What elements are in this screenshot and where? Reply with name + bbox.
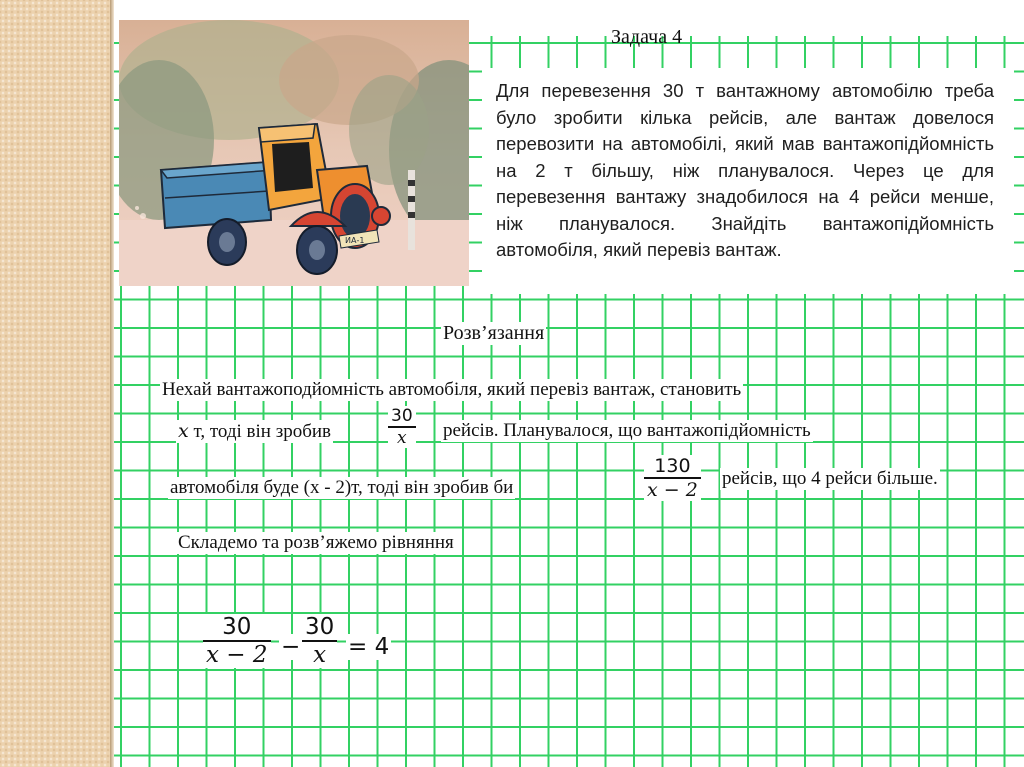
equation-right-fraction xyxy=(302,614,337,668)
solution-line-4: Складемо та розв’яжемо рівняння xyxy=(178,532,454,553)
truck-illustration xyxy=(119,20,469,286)
fraction-30-over-x xyxy=(388,406,416,448)
fraction-denominator: x − 2 xyxy=(647,479,698,501)
fraction-130-over-x-minus-2 xyxy=(644,455,701,501)
task-title: Задача 4 xyxy=(611,26,683,48)
equation-minus: − xyxy=(281,634,301,660)
truck-plate: ИА-1 xyxy=(345,236,365,245)
fraction-denominator: x xyxy=(313,642,327,668)
solution-line-2-start xyxy=(176,420,333,443)
problem-statement: Для перевезення 30 т вантажному автомобілю треба було зробити кілька рейсів, але вантаж довелося перевозити на автомобілі, який мав вантажопідйомність на 2 т більшу, ніж планувалося. Через це для перевезення вантажу знадобилося на 4 рейси менше, ніж планувалося. Знайдіть вантажопідйомність автомобіля, який перевіз вантаж. xyxy=(496,80,994,260)
decorative-side-strip xyxy=(0,0,110,767)
solution-line-1: Нехай вантажоподйомність автомобіля, який перевіз вантаж, становить xyxy=(162,379,742,400)
fraction-numerator: 30 xyxy=(391,406,413,426)
fraction-numerator: 30 xyxy=(305,614,335,640)
solution-line-2-end: рейсів. Планувалося, що вантажопідйомність xyxy=(443,420,811,441)
fraction-denominator: x xyxy=(397,428,407,448)
solution-line-3-start: автомобіля буде (x - 2)т, тоді він зробив би xyxy=(170,477,514,498)
solution-heading: Розв’язання xyxy=(443,322,545,344)
solution-line-2-text: т, тоді він зробив xyxy=(188,421,332,442)
solution-line-3-end: рейсів, що 4 рейси більше. xyxy=(722,468,938,489)
variable-x: x xyxy=(178,420,189,442)
fraction-numerator: 30 xyxy=(222,614,252,640)
equation-equals-four: = 4 xyxy=(348,634,390,660)
fraction-numerator: 130 xyxy=(654,455,691,477)
equation-left-fraction xyxy=(203,614,271,668)
fraction-denominator: x − 2 xyxy=(206,642,268,668)
